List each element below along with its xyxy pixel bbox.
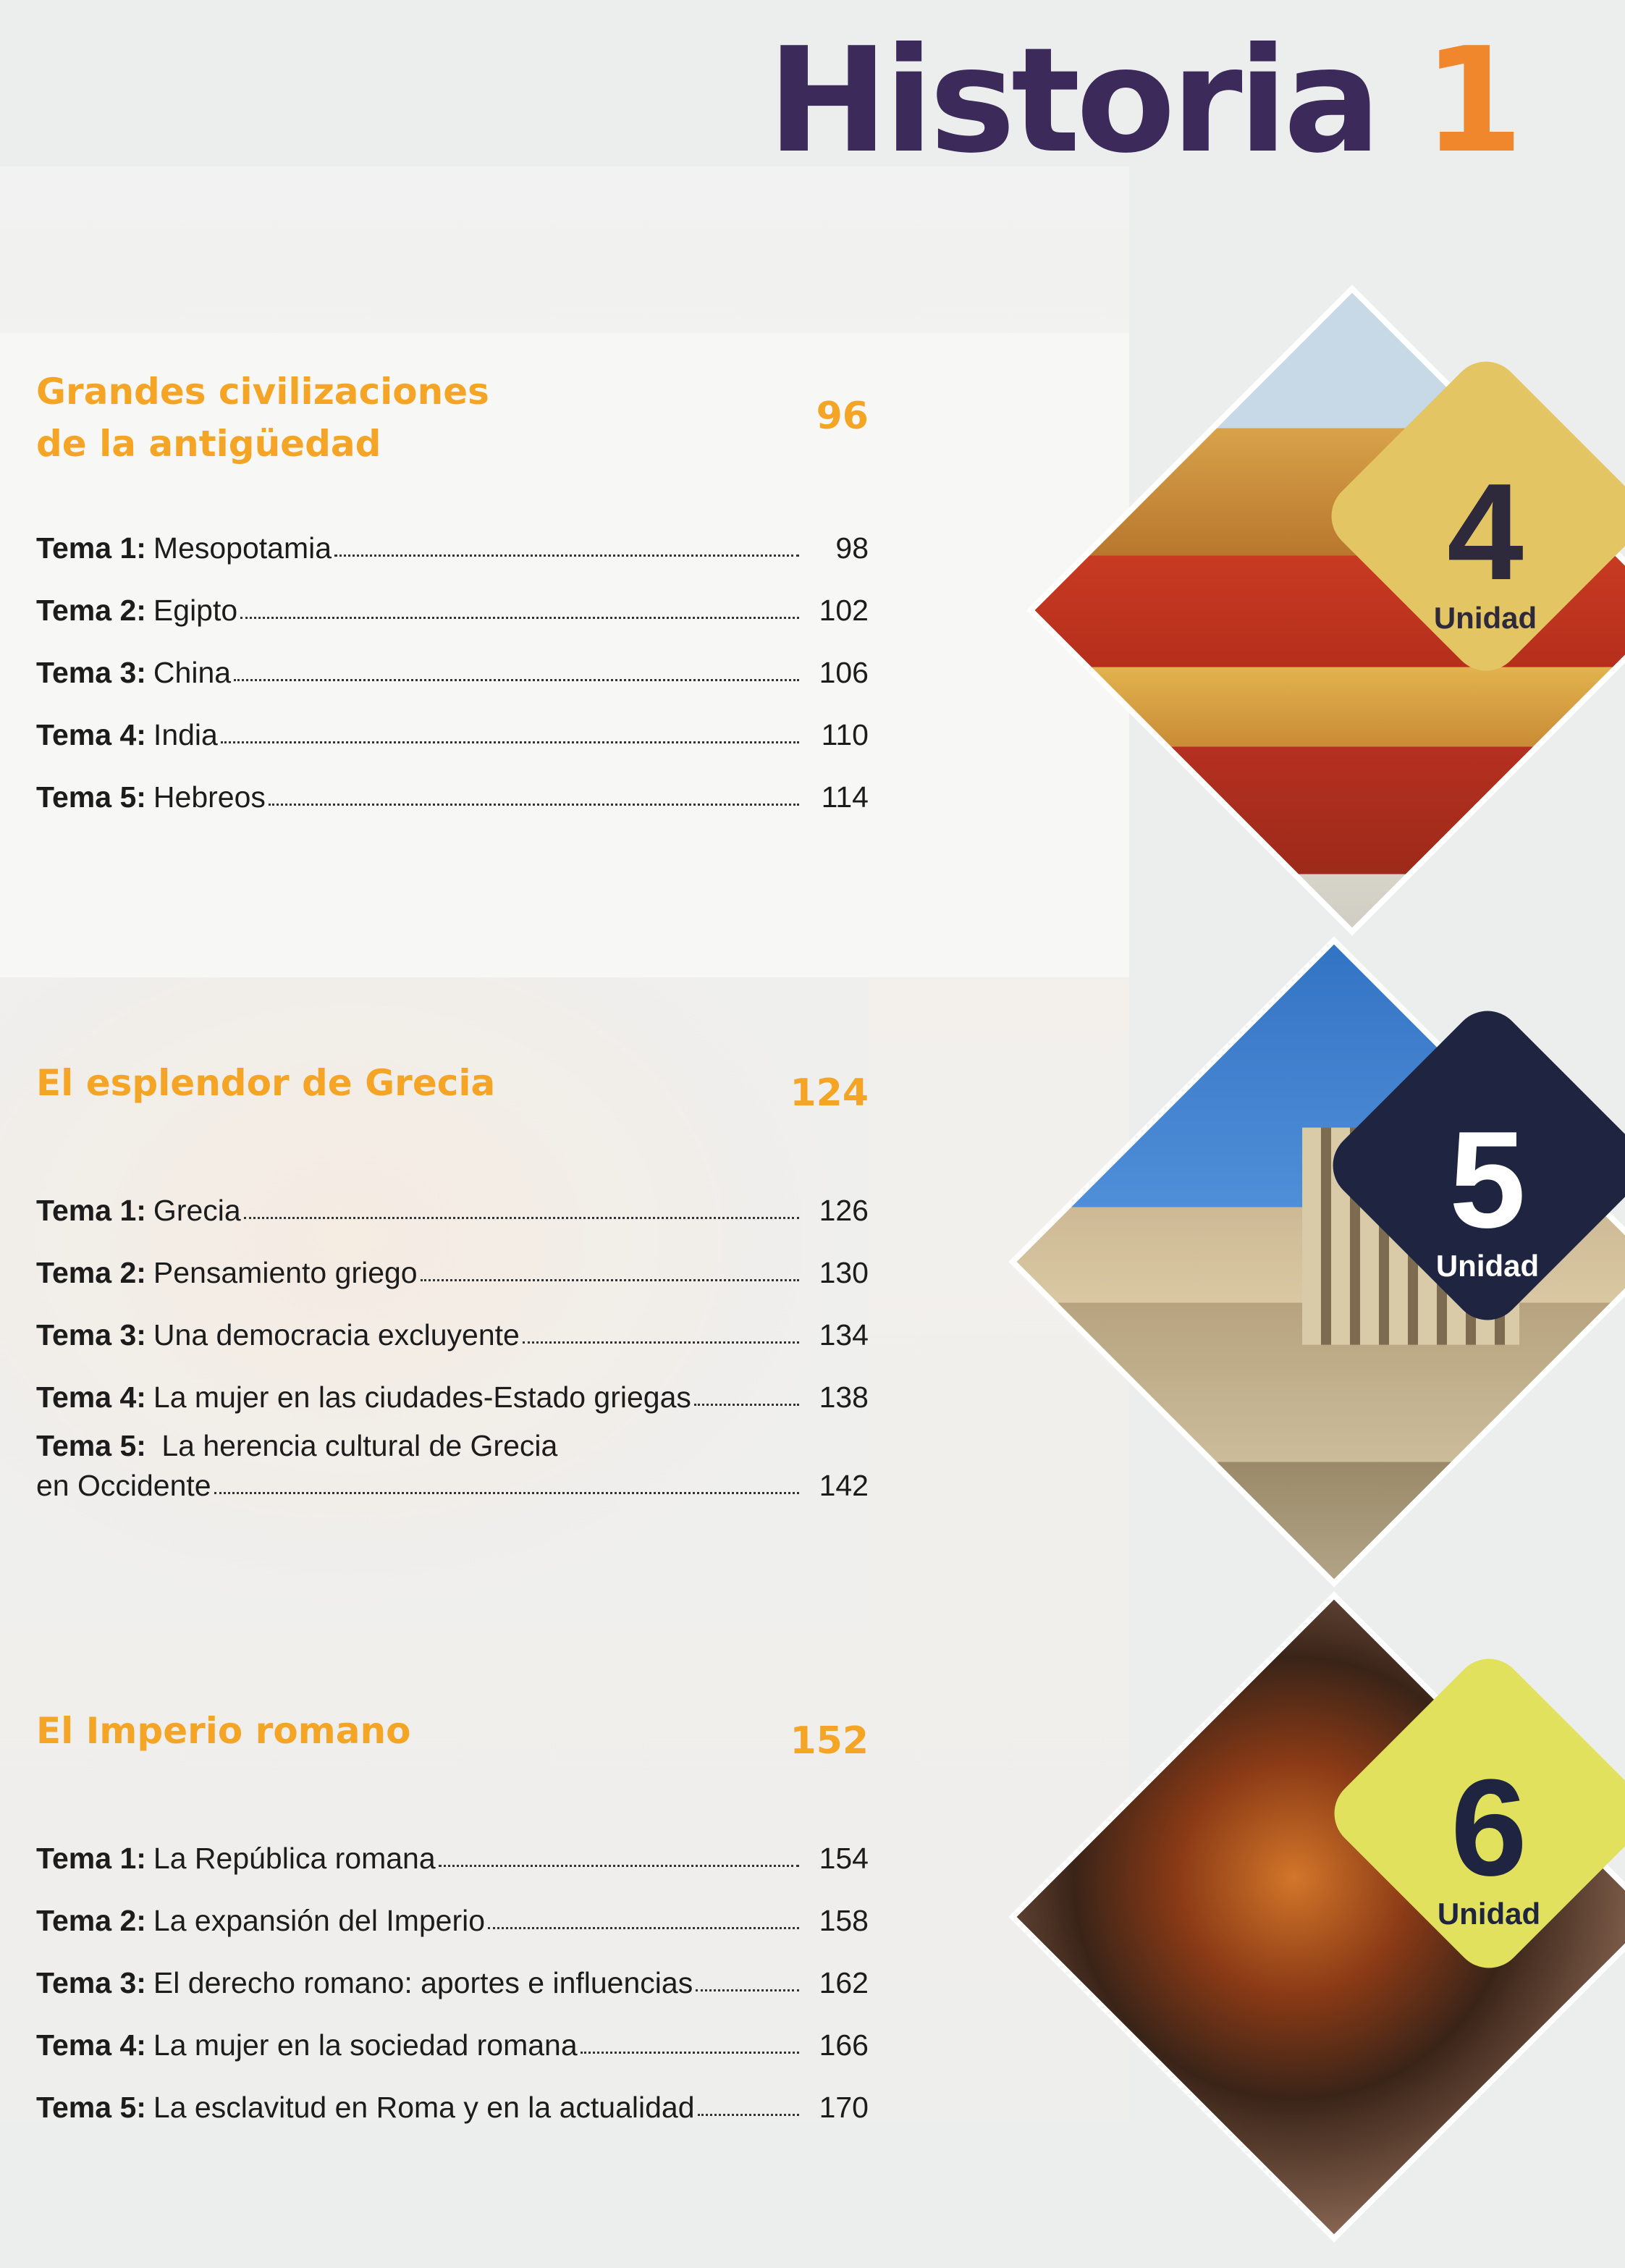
topic-label: Tema 5: — [36, 1429, 146, 1462]
topic-label: Tema 2: — [36, 1256, 146, 1289]
topic-label: Tema 4: — [36, 718, 146, 751]
toc-entry[interactable] — [36, 1429, 869, 1503]
topic-page: 166 — [819, 2028, 869, 2062]
title-word: Historia — [767, 17, 1377, 185]
topic-title: Una democracia excluyente — [153, 1318, 520, 1352]
topic-title: La expansión del Imperio — [153, 1904, 486, 1937]
toc-entry[interactable] — [36, 2062, 869, 2125]
topic-page: 162 — [819, 1966, 869, 1999]
dot-leader — [221, 741, 799, 743]
toc-entry[interactable] — [36, 1813, 869, 1876]
unit-heading — [36, 1705, 869, 1813]
unit-6-badge-label — [1395, 1751, 1583, 1931]
unit-page-number: 124 — [790, 1071, 869, 1115]
dot-leader — [696, 1989, 799, 1991]
toc-entry[interactable] — [36, 1165, 869, 1228]
unit-6-section — [36, 1705, 869, 2125]
topic-label: Tema 1: — [36, 531, 146, 565]
topic-page: 130 — [819, 1256, 869, 1289]
dot-leader — [439, 1865, 799, 1867]
toc-entry[interactable] — [36, 1938, 869, 2000]
dot-leader — [523, 1341, 799, 1344]
topic-page: 102 — [819, 594, 869, 627]
topic-title: China — [153, 656, 232, 689]
topic-label: Tema 2: — [36, 594, 146, 627]
topic-page: 126 — [819, 1194, 869, 1227]
topic-label: Tema 4: — [36, 1380, 146, 1414]
dot-leader — [214, 1492, 799, 1494]
topic-page: 134 — [819, 1318, 869, 1352]
page-title — [767, 17, 1519, 185]
unit-heading — [36, 366, 869, 503]
topic-title: La mujer en la sociedad romana — [153, 2028, 578, 2062]
topic-title: Mesopotamia — [153, 531, 332, 565]
topic-label: Tema 3: — [36, 1966, 146, 1999]
dot-leader — [488, 1927, 799, 1929]
topic-label: Tema 1: — [36, 1842, 146, 1875]
topic-label: Tema 5: — [36, 780, 146, 814]
dot-leader — [698, 2114, 800, 2116]
unit-title[interactable]: Grandes civilizaciones de la antigüedad — [36, 371, 489, 465]
topic-page: 154 — [819, 1842, 869, 1875]
unit-number: 6 — [1451, 1751, 1527, 1905]
topic-title: La República romana — [153, 1842, 436, 1875]
topic-page: 142 — [819, 1469, 869, 1502]
topic-title: India — [153, 718, 218, 751]
topic-title: Hebreos — [153, 780, 266, 814]
toc-entry[interactable] — [36, 752, 869, 814]
topic-label: Tema 2: — [36, 1904, 146, 1937]
toc-entry[interactable] — [36, 1352, 869, 1415]
toc-entry[interactable] — [36, 1290, 869, 1352]
unit-5-badge-label — [1393, 1103, 1582, 1283]
topic-page: 138 — [819, 1380, 869, 1414]
toc-entry[interactable] — [36, 1876, 869, 1938]
unit-5-section — [36, 1057, 869, 1503]
toc-entry[interactable] — [36, 503, 869, 565]
unit-word: Unidad — [1435, 1249, 1540, 1283]
topic-line-2 — [36, 1469, 869, 1503]
topic-title: Grecia — [153, 1194, 241, 1227]
topic-page: 98 — [835, 531, 869, 565]
dot-leader — [269, 804, 799, 806]
dot-leader — [234, 679, 799, 681]
dot-leader — [244, 1217, 799, 1219]
toc-entry[interactable] — [36, 2000, 869, 2062]
unit-4-badge-label — [1391, 455, 1579, 636]
toc-entry[interactable] — [36, 1228, 869, 1290]
topic-title-continued: en Occidente — [36, 1469, 211, 1502]
dot-leader — [334, 555, 799, 557]
dot-leader — [421, 1279, 799, 1281]
topic-label: Tema 3: — [36, 1318, 146, 1352]
topic-title: Egipto — [153, 594, 238, 627]
unit-number: 5 — [1449, 1103, 1526, 1257]
topic-label: Tema 1: — [36, 1194, 146, 1227]
topic-label: Tema 5: — [36, 2091, 146, 2124]
unit-title[interactable]: El Imperio romano — [36, 1710, 411, 1752]
dot-leader — [581, 2052, 799, 2054]
unit-4-section — [36, 366, 869, 814]
topic-title: La mujer en las ciudades-Estado griegas — [153, 1380, 691, 1414]
toc-entry[interactable] — [36, 690, 869, 752]
topic-title: Pensamiento griego — [153, 1256, 418, 1289]
toc-entry[interactable] — [36, 628, 869, 690]
topic-page: 114 — [821, 780, 869, 814]
unit-word: Unidad — [1437, 1897, 1541, 1931]
unit-heading — [36, 1057, 869, 1165]
unit-number: 4 — [1447, 455, 1524, 609]
topic-title: La herencia cultural de Grecia — [161, 1429, 558, 1462]
dot-leader — [694, 1404, 799, 1406]
topic-line-1 — [36, 1429, 869, 1463]
topic-title: El derecho romano: aportes e influencias — [153, 1966, 693, 1999]
topic-page: 110 — [821, 718, 869, 751]
topic-page: 158 — [819, 1904, 869, 1937]
topic-page: 106 — [819, 656, 869, 689]
toc-entry[interactable] — [36, 565, 869, 628]
topic-title: La esclavitud en Roma y en la actualidad — [153, 2091, 695, 2124]
topic-label: Tema 3: — [36, 656, 146, 689]
topic-page: 170 — [819, 2091, 869, 2124]
unit-page-number: 96 — [816, 395, 869, 438]
dot-leader — [240, 617, 799, 619]
unit-title[interactable]: El esplendor de Grecia — [36, 1062, 496, 1104]
title-number: 1 — [1422, 17, 1519, 185]
unit-page-number: 152 — [790, 1719, 869, 1763]
topic-label: Tema 4: — [36, 2028, 146, 2062]
unit-word: Unidad — [1433, 601, 1537, 635]
